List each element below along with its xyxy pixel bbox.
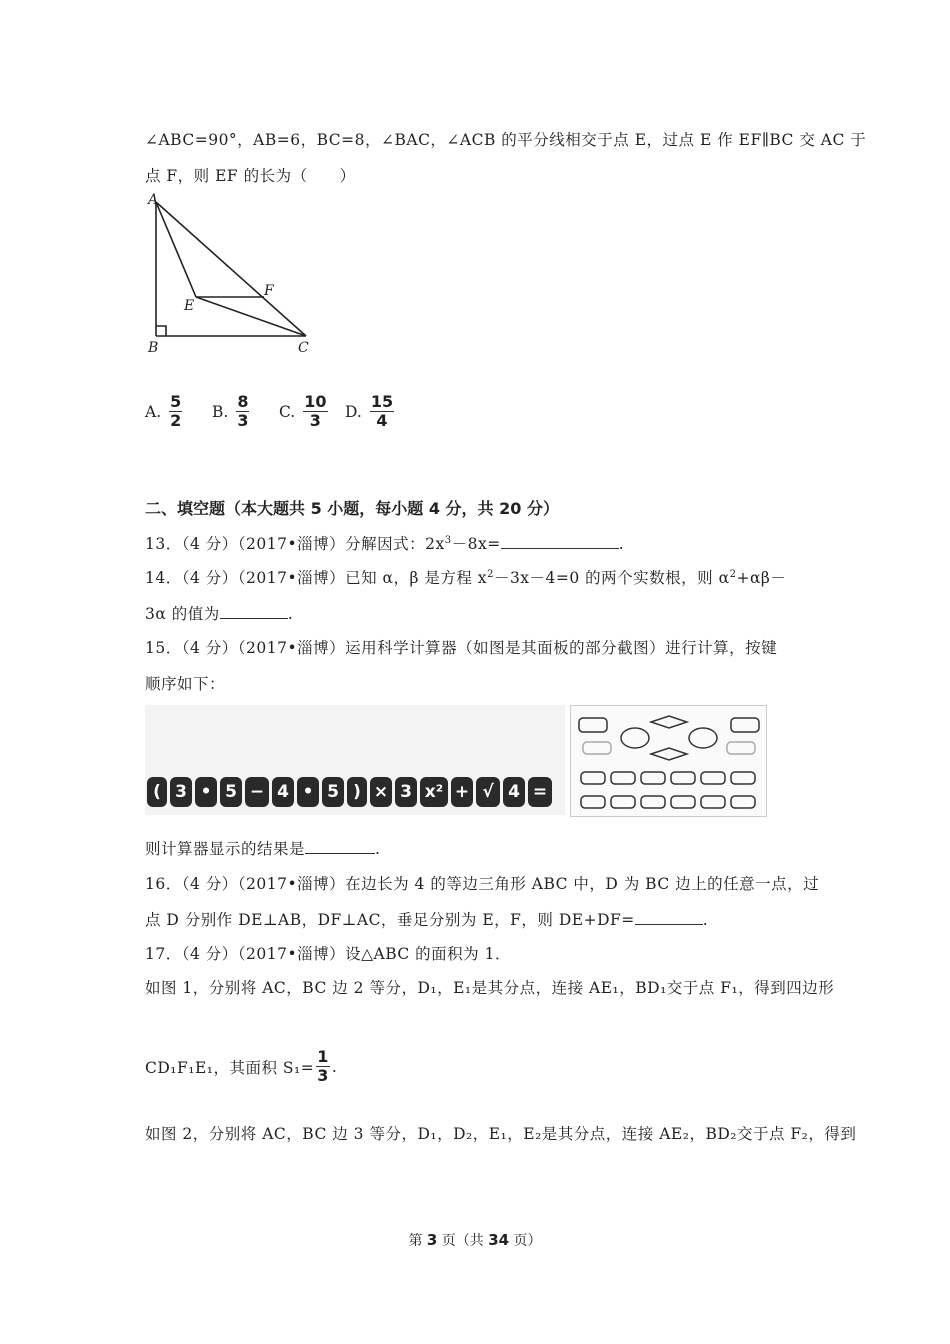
option-a: [145, 393, 184, 430]
key-sqrt: √: [476, 777, 500, 807]
key-plus: +: [451, 777, 473, 807]
q17-line2: 如图 1，分别将 AC，BC 边 2 等分，D₁，E₁是其分点，连接 AE₁，BD₁交于点 F₁，得到四边形: [145, 979, 835, 997]
option-a-label: A.: [145, 402, 162, 421]
q17-line4: 如图 2，分别将 AC，BC 边 3 等分，D₁，D₂，E₁，E₂是其分点，连接 AE₂，BD₂交于点 F₂，得到: [145, 1125, 857, 1143]
key-dot: •: [195, 777, 217, 807]
q12-line1: ∠ABC=90°，AB=6，BC=8，∠BAC，∠ACB 的平分线相交于点 E，过点 E 作 EF∥BC 交 AC 于: [145, 131, 867, 149]
key-open-paren: (: [147, 777, 167, 807]
option-d-label: D.: [345, 402, 362, 421]
page-number: 3: [426, 1231, 438, 1249]
key-3: 3: [395, 777, 417, 807]
option-c-fraction: $\frac{10}{3}$: [304, 392, 327, 430]
q16-line2: 点 D 分别作 DE⊥AB，DF⊥AC，垂足分别为 E，F，则 DE+DF= .: [145, 911, 709, 929]
key-5: 5: [322, 777, 344, 807]
label-F: F: [264, 283, 274, 299]
q12-line2: 点 F，则 EF 的长为（ ）: [145, 167, 356, 185]
calculator-panel-image: [570, 705, 767, 817]
section-title: 二、填空题（本大题共 5 小题，每小题 4 分，共 20 分）: [145, 499, 559, 518]
option-d: [345, 393, 396, 430]
q13-answer-blank: [501, 534, 619, 549]
q13: 13．（4 分）（2017•淄博）分解因式：$2x^3-8x=$ .: [145, 534, 625, 553]
key-close-paren: ): [347, 777, 367, 807]
q15-line1: 15．（4 分）（2017•淄博）运用科学计算器（如图是其面板的部分截图）进行计算，按键: [145, 639, 778, 657]
key-equals: =: [528, 777, 552, 807]
label-C: C: [298, 340, 309, 356]
option-c-label: C.: [279, 402, 296, 421]
key-5: 5: [220, 777, 242, 807]
option-c: [279, 393, 330, 430]
panel-key-rows: [581, 772, 755, 808]
key-minus: −: [245, 777, 269, 807]
page-footer: 第 3 页（共 34 页）: [408, 1231, 542, 1249]
q15-answer-blank: [305, 839, 375, 854]
q16-answer-blank: [635, 910, 703, 925]
key-3: 3: [170, 777, 192, 807]
key-dot: •: [297, 777, 319, 807]
q15-line2: 顺序如下：: [145, 675, 226, 693]
triangle-figure: [140, 190, 340, 365]
key-multiply: ×: [370, 777, 392, 807]
q14-line1: 14．（4 分）（2017•淄博）已知 α，β 是方程 $x^2-3x-4=0$ 的两个实数根，则 $\alpha^2+\alpha\beta-$: [145, 568, 787, 587]
option-a-fraction: $\frac{5}{2}$: [170, 392, 182, 430]
q14-line2: 3α 的值为 .: [145, 605, 294, 623]
option-d-fraction: $\frac{15}{4}$: [370, 392, 394, 430]
label-B: B: [148, 340, 159, 356]
label-E: E: [184, 298, 195, 314]
option-b: [212, 393, 251, 430]
page-total: 34: [488, 1231, 510, 1249]
q15-result: 则计算器显示的结果是 .: [145, 840, 381, 858]
option-b-fraction: $\frac{8}{3}$: [237, 392, 249, 430]
option-b-label: B.: [212, 402, 229, 421]
key-square: x²: [420, 777, 448, 807]
q14-answer-blank: [220, 604, 288, 619]
label-A: A: [148, 192, 159, 208]
q17-line1: 17．（4 分）（2017•淄博）设△ABC 的面积为 1．: [145, 945, 511, 963]
key-4: 4: [503, 777, 525, 807]
q17-line3: CD₁F₁E₁，其面积 S₁= $\frac{1}{3}$ .: [145, 1047, 338, 1085]
key-sequence-image: [145, 705, 565, 815]
key-4: 4: [272, 777, 294, 807]
q17-fraction: $\frac{1}{3}$: [317, 1047, 329, 1085]
q16-line1: 16．（4 分）（2017•淄博）在边长为 4 的等边三角形 ABC 中，D 为 BC 边上的任意一点，过: [145, 875, 820, 893]
